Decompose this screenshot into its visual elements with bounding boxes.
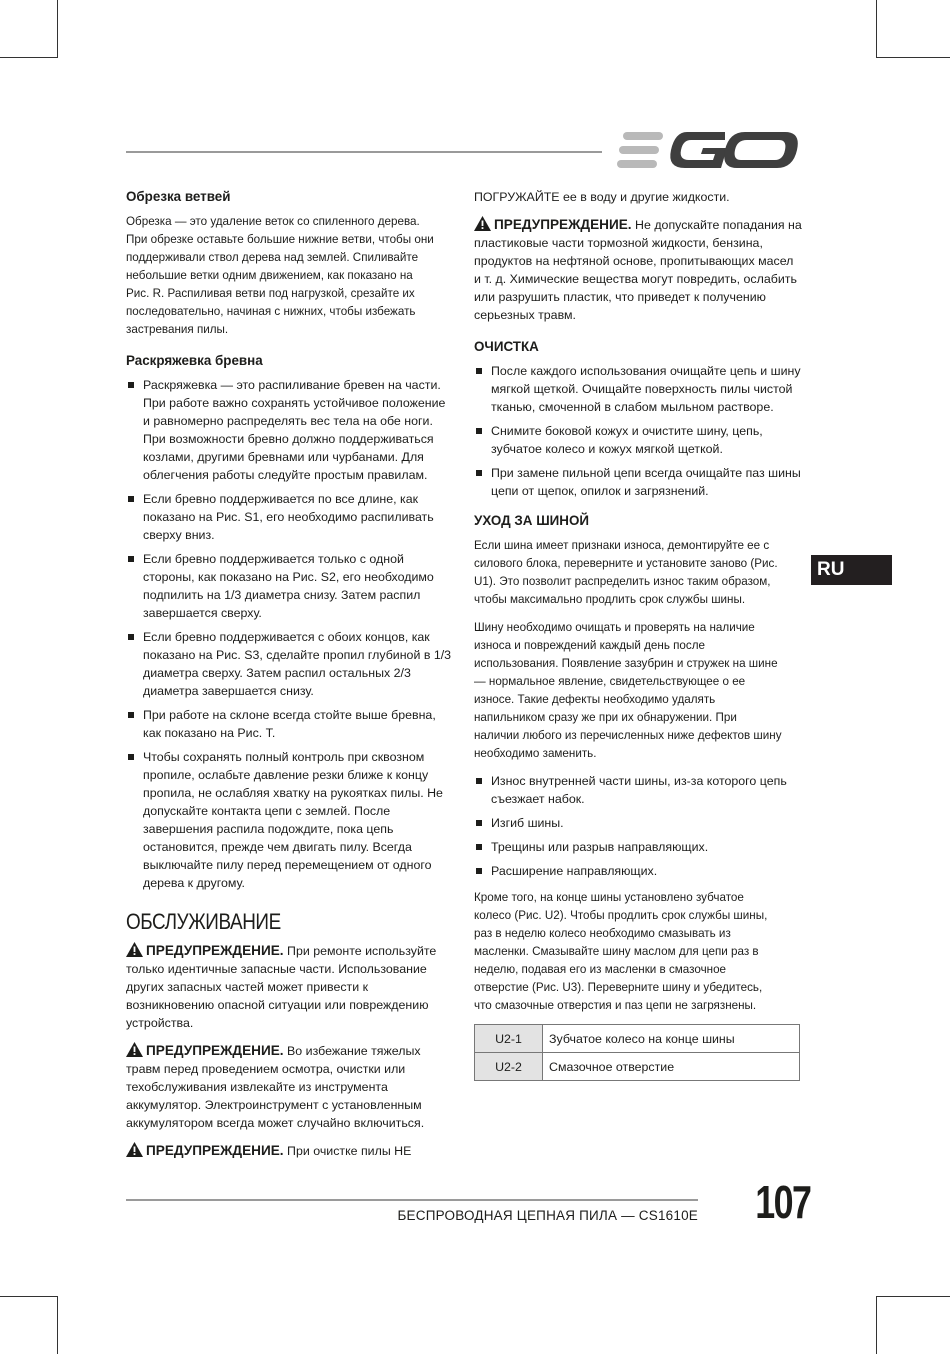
warning-icon: [126, 942, 143, 957]
list-item: Изгиб шины.: [474, 814, 802, 832]
table-row: [475, 1025, 800, 1053]
warning-text: Во избежание тяжелых травм перед проведением осмотра, очистки или техобслуживания извлекайте из инструмента аккумулятор. Электроинструмент с установленным аккумулятором всегда может случайно включиться.: [126, 1044, 425, 1130]
warning-block: [474, 216, 802, 324]
warning-block: [126, 942, 454, 1032]
page-number: 107: [755, 1176, 811, 1228]
warning-text: Не допускайте попадания на пластиковые части тормозной жидкости, бензина, продуктов на нефтяной основе, пропитывающих масел и т. д. Химические вещества могут повредить, ослабить или разрушить пластик, что приведет к получению серьезных травм.: [474, 218, 802, 322]
language-tab: RU: [811, 555, 892, 585]
defects-list: [474, 772, 802, 880]
list-item: Если бревно поддерживается с обоих концов, как показано на Рис. S3, сделайте пропил глубиной в 1/3 диаметра сверху. Затем распил остальных 2/3 диаметра завершается снизу.: [126, 628, 454, 700]
crop-mark: [0, 1296, 58, 1297]
list-item: При работе на склоне всегда стойте выше бревна, как показано на Рис. T.: [126, 706, 454, 742]
bucking-list: [126, 376, 454, 892]
paragraph: Обрезка — это удаление веток со спиленного дерева. При обрезке оставьте большие нижние ветви, чтобы они поддерживали ствол дерева над землей. Спиливайте небольшие ветки одним движением, как показано на Рис. R. Распиливая ветви под нагрузкой, срезайте их последовательно, начиная с нижних, чтобы избежать застревания пилы.: [126, 214, 434, 336]
table-cell-code: U2-1: [475, 1025, 543, 1053]
warning-label: ПРЕДУПРЕЖДЕНИЕ.: [146, 943, 284, 958]
list-item: Если бревно поддерживается по все длине, как показано на Рис. S1, его необходимо распиливать сверху вниз.: [126, 490, 454, 544]
warning-icon: [474, 216, 491, 231]
list-item: Если бревно поддерживается только с одной стороны, как показано на Рис. S2, его необходимо подпилить на 1/3 диаметра снизу. Затем распил завершается сверху.: [126, 550, 454, 622]
list-item: После каждого использования очищайте цепь и шину мягкой щеткой. Очищайте поверхность пилы чистой тканью, смоченной в слабом мыльном растворе.: [474, 362, 802, 416]
warning-text: При очистке пилы НЕ: [287, 1144, 412, 1158]
table-row: [475, 1053, 800, 1081]
crop-mark: [876, 1296, 950, 1297]
table-cell-desc: Зубчатое колесо на конце шины: [543, 1025, 800, 1053]
crop-mark: [57, 0, 58, 58]
warning-block: [126, 1142, 454, 1160]
section-title: Раскряжевка бревна: [126, 353, 263, 368]
warning-block: [126, 1042, 454, 1132]
warning-icon: [126, 1142, 143, 1157]
crop-mark: [0, 57, 58, 58]
section-title: ОЧИСТКА: [474, 339, 539, 354]
table-cell-desc: Смазочное отверстие: [543, 1053, 800, 1081]
ego-logo: [617, 130, 799, 170]
crop-mark: [876, 57, 950, 58]
list-item: Трещины или разрыв направляющих.: [474, 838, 802, 856]
list-item: Чтобы сохранять полный контроль при сквозном пропиле, ослабьте давление резки ближе к концу пропила, не ослабляя хватку на рукоятках пилы. Не допускайте контакта цепи с землей. После завершения распила подождите, пока цепь остановится, прежде чем двигать пилу. Всегда выключайте пилу перед перемещением от одного дерева к другому.: [126, 748, 454, 892]
warning-label: ПРЕДУПРЕЖДЕНИЕ.: [494, 217, 632, 232]
paragraph: Если шина имеет признаки износа, демонтируйте ее с силового блока, переверните и установите заново (Рис. U1). Это позволит распределить износ таким образом, чтобы максимально продлить срок службы шины.: [474, 538, 778, 606]
warning-label: ПРЕДУПРЕЖДЕНИЕ.: [146, 1043, 284, 1058]
parts-table: [474, 1024, 800, 1081]
cleaning-list: [474, 362, 802, 500]
section-title: УХОД ЗА ШИНОЙ: [474, 513, 589, 528]
list-item: При замене пильной цепи всегда очищайте паз шины цепи от щепок, опилок и загрязнений.: [474, 464, 802, 500]
right-column: [474, 188, 802, 1081]
list-item: Износ внутренней части шины, из-за которого цепь съезжает набок.: [474, 772, 802, 808]
section-title: Обрезка ветвей: [126, 189, 231, 204]
warning-label: ПРЕДУПРЕЖДЕНИЕ.: [146, 1143, 284, 1158]
paragraph: ПОГРУЖАЙТЕ ее в воду и другие жидкости.: [474, 190, 730, 204]
header-rule: [126, 151, 602, 153]
crop-mark: [876, 0, 877, 58]
footer-product-name: БЕСПРОВОДНАЯ ЦЕПНАЯ ПИЛА — CS1610E: [397, 1208, 698, 1223]
chapter-title: ОБСЛУЖИВАНИЕ: [126, 909, 281, 934]
warning-icon: [126, 1042, 143, 1057]
list-item: Раскряжевка — это распиливание бревен на части. При работе важно сохранять устойчивое положение и равномерно распределять вес тела на обе ноги. При возможности бревно должно поддерживаться козлами, другими бревнами или чурбанами. Для облегчения работы следуйте простым правилам.: [126, 376, 454, 484]
list-item: Расширение направляющих.: [474, 862, 802, 880]
paragraph: Шину необходимо очищать и проверять на наличие износа и повреждений каждый день после использования. Появление зазубрин и стружек на шине — нормальное явление, свидетельствующее о ее износе. Такие дефекты необходимо удалять напильником сразу же при их обнаружении. При наличии любого из перечисленных ниже дефектов шину необходимо заменить.: [474, 620, 782, 760]
table-cell-code: U2-2: [475, 1053, 543, 1081]
paragraph: Кроме того, на конце шины установлено зубчатое колесо (Рис. U2). Чтобы продлить срок службы шины, раз в неделю колесо необходимо смазывать из масленки. Смазывайте шину маслом для цепи раз в неделю, подавая его из масленки в смазочное отверстие (Рис. U3). Переверните шину и убедитесь, что смазочные отверстия и паз цепи не загрязнены.: [474, 890, 768, 1012]
footer-rule: [126, 1199, 698, 1201]
crop-mark: [876, 1296, 877, 1354]
list-item: Снимите боковой кожух и очистите шину, цепь, зубчатое колесо и кожух мягкой щеткой.: [474, 422, 802, 458]
crop-mark: [57, 1296, 58, 1354]
left-column: [126, 188, 454, 1170]
warning-text: При ремонте используйте только идентичные запасные части. Использование других запасных частей может привести к возникновению опасной ситуации или повреждению устройства.: [126, 944, 437, 1030]
